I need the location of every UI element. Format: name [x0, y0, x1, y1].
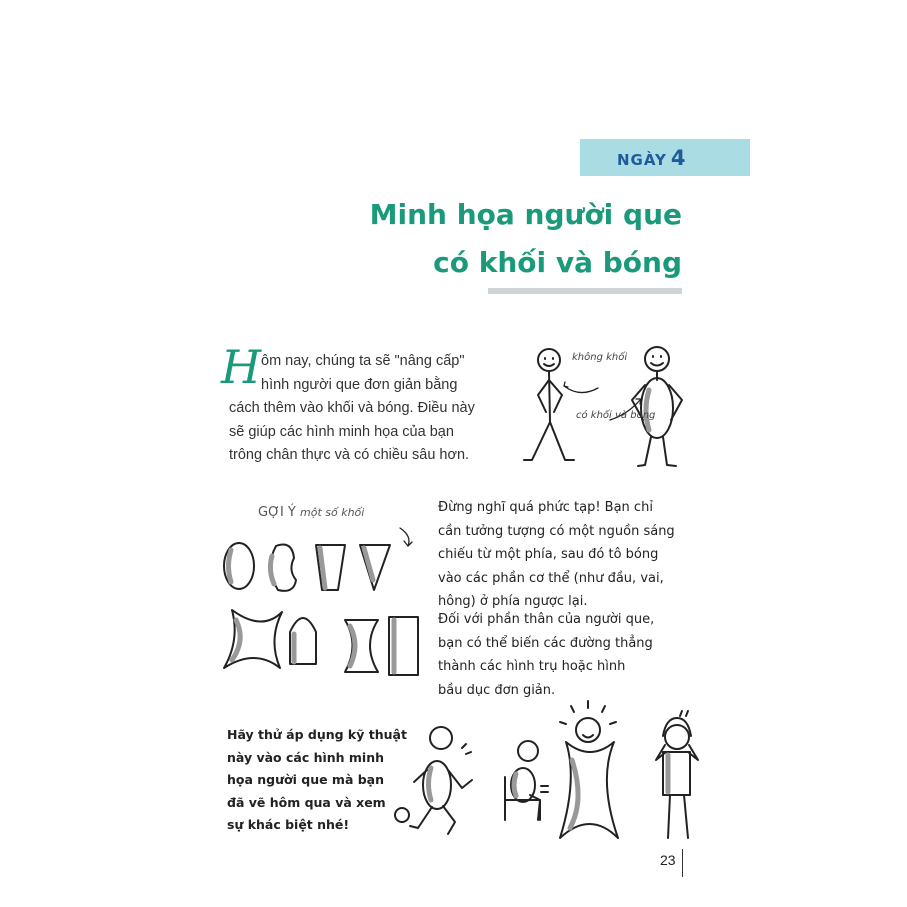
page-number-rule — [682, 849, 683, 877]
intro-line: ôm nay, chúng ta sẽ "nâng cấp" — [261, 353, 465, 369]
shape-triangle — [360, 545, 390, 590]
intro-line: hình người que đơn giản bằng — [261, 376, 458, 393]
tips-line: vào các phần cơ thể (như đầu, vai, — [438, 570, 664, 586]
note-with-volume: có khối và bóng — [576, 410, 656, 421]
tips-paragraph-2 — [438, 608, 654, 702]
page-title-line-1: Minh họa người que — [369, 198, 682, 231]
try-line: sự khác biệt nhé! — [227, 817, 350, 832]
tips-line: bầu dục đơn giản. — [438, 682, 556, 698]
shape-rectangle — [389, 617, 418, 675]
shape-arch — [290, 618, 316, 664]
tips-line: hông) ở phía ngược lại. — [438, 594, 588, 609]
day-prefix: NGÀY — [617, 151, 667, 169]
tips-line: thành các hình trụ hoặc hình — [438, 659, 626, 674]
try-paragraph — [227, 724, 407, 837]
intro-dropcap: H — [221, 340, 262, 394]
tips-line: Đối với phần thân của người que, — [438, 612, 655, 627]
page-number: 23 — [660, 852, 676, 868]
arrow-no-volume — [564, 386, 598, 393]
shape-bean — [270, 545, 296, 591]
tips-paragraph-1 — [438, 496, 675, 614]
tips-line: cần tưởng tượng có một nguồn sáng — [438, 523, 675, 539]
day-number: 4 — [670, 146, 687, 170]
hint-arrow — [400, 528, 409, 546]
intro-line: cách thêm vào khối và bóng. Điều này — [229, 400, 475, 416]
hint-label-caps: GỢI Ý — [258, 505, 296, 520]
volumetric-stick-figure — [632, 347, 682, 466]
sitting-figure — [505, 741, 548, 820]
intro-line: sẽ giúp các hình minh họa của bạn — [229, 423, 454, 440]
intro-line: trông chân thực và có chiều sâu hơn. — [229, 447, 470, 463]
shape-star — [224, 610, 282, 668]
tips-line: chiếu từ một phía, sau đó tô bóng — [438, 547, 659, 562]
try-line: Hãy thử áp dụng kỹ thuật — [227, 727, 407, 742]
tips-line: Đừng nghĩ quá phức tạp! Bạn chỉ — [438, 500, 653, 515]
shape-trapezoid — [316, 545, 345, 590]
note-no-volume: không khối — [572, 352, 628, 363]
tips-line: bạn có thể biến các đường thẳng — [438, 635, 653, 651]
shape-hourglass — [345, 620, 378, 672]
hint-label — [258, 505, 364, 520]
jumping-figure — [560, 701, 618, 838]
hint-label-rest: một số khối — [300, 506, 365, 519]
try-line: đã vẽ hôm qua và xem — [227, 794, 386, 810]
confused-figure — [656, 711, 698, 838]
try-line: này vào các hình minh — [227, 749, 385, 765]
shape-oval — [224, 543, 254, 589]
page-title-line-2: có khối và bóng — [433, 246, 682, 279]
plain-stick-figure — [524, 349, 574, 460]
try-line: họa người que mà bạn — [227, 772, 385, 787]
